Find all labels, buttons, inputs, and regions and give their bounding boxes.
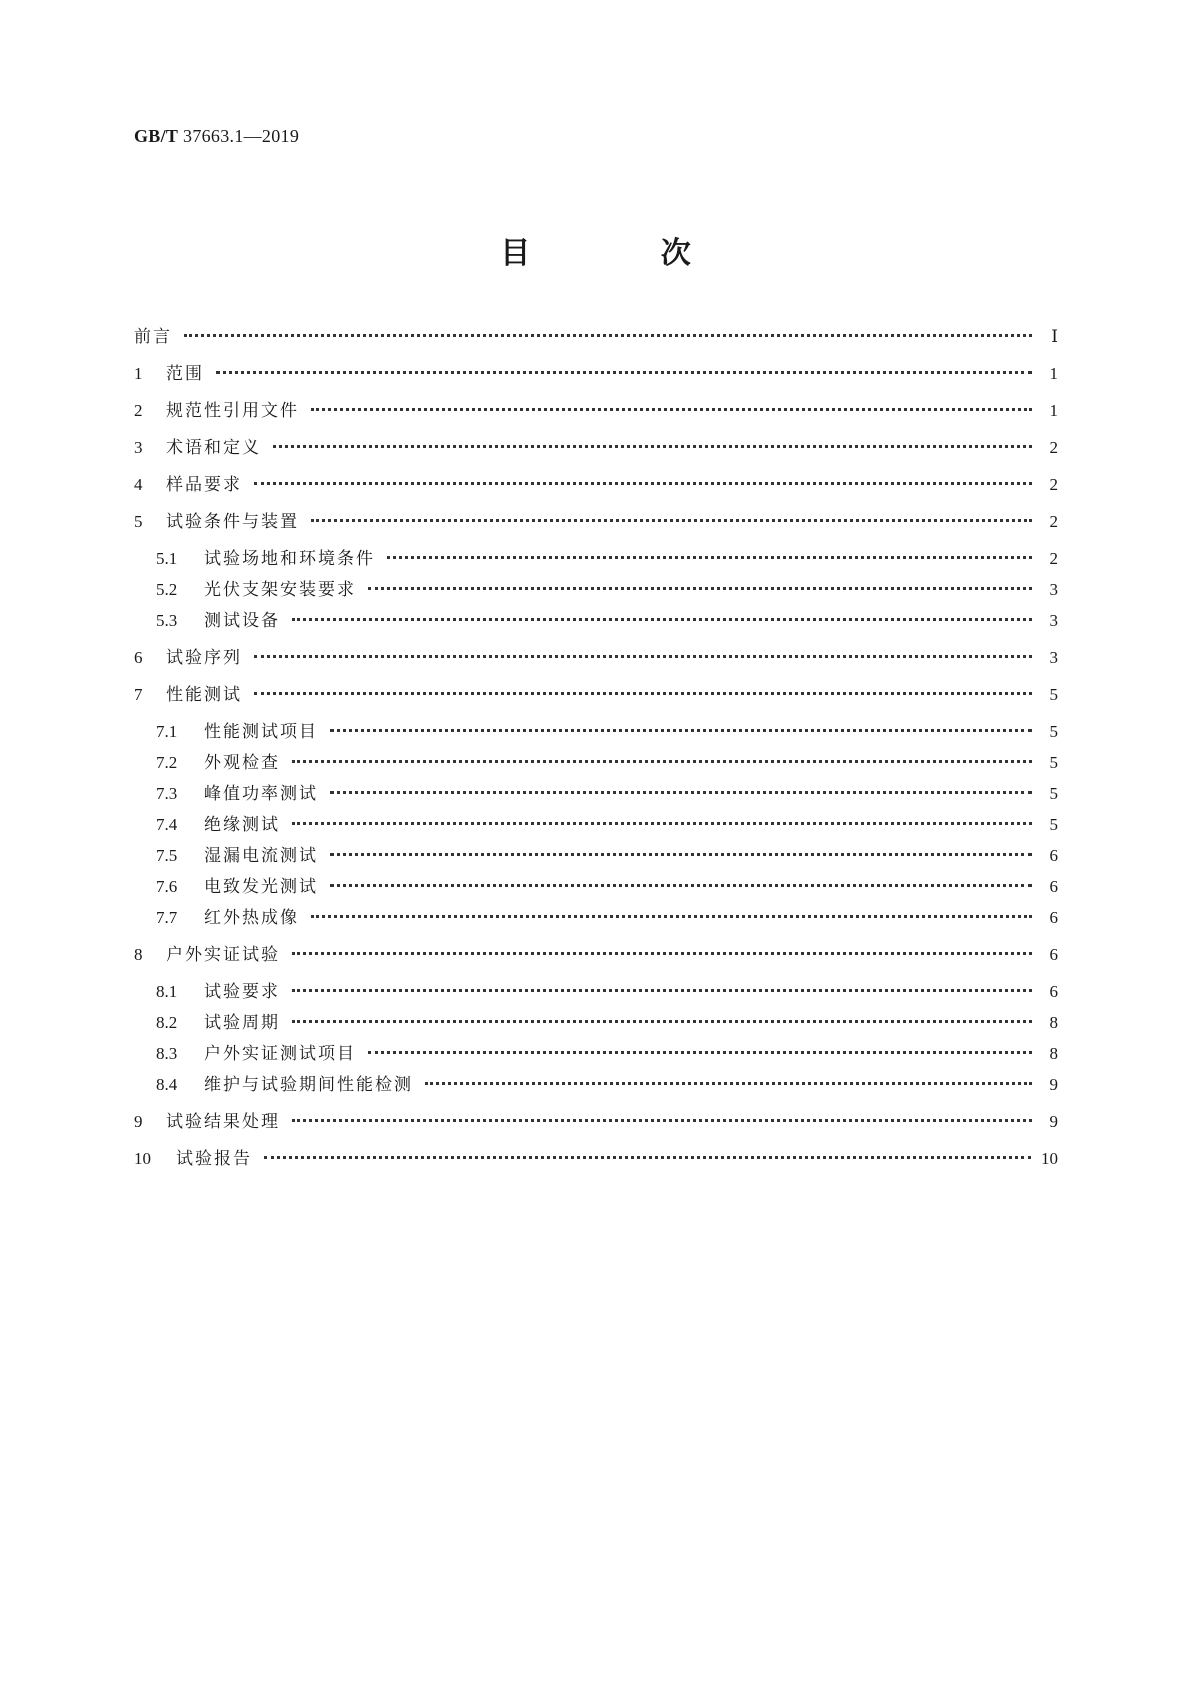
toc-entry-label: 试验周期 <box>204 1013 280 1033</box>
toc-entry-label: 术语和定义 <box>166 438 261 458</box>
toc-entry-number: 5.1 <box>156 549 178 568</box>
toc-entry-label: 试验报告 <box>176 1149 252 1169</box>
dot-leader <box>184 334 1032 337</box>
toc-entry-number: 7.6 <box>156 877 178 896</box>
dot-leader <box>425 1082 1032 1085</box>
dot-leader <box>330 884 1032 887</box>
toc-entry-number: 7.2 <box>156 753 178 772</box>
dot-leader <box>311 408 1032 411</box>
dot-leader <box>292 760 1032 763</box>
toc-entry-page: 5 <box>1049 722 1058 741</box>
toc-entry-page: 1 <box>1049 401 1058 420</box>
dot-leader <box>311 519 1032 522</box>
toc-entry-number: 8.3 <box>156 1044 178 1063</box>
toc-entry-label: 试验序列 <box>166 648 242 668</box>
toc-entry[interactable] <box>134 876 1058 898</box>
toc-entry-number: 4 <box>134 475 143 494</box>
toc-entry[interactable] <box>134 783 1058 805</box>
toc-entry-label: 性能测试项目 <box>204 722 318 742</box>
toc-entry-page: 9 <box>1049 1112 1058 1131</box>
toc-entry-page: 5 <box>1049 784 1058 803</box>
toc-entry-page: 6 <box>1049 846 1058 865</box>
toc-entry-number: 5.3 <box>156 611 178 630</box>
dot-leader <box>330 729 1032 732</box>
toc-entry-page: 3 <box>1049 580 1058 599</box>
toc-entry-page: 2 <box>1049 438 1058 457</box>
toc-entry-number: 6 <box>134 648 143 667</box>
toc-entry-label: 湿漏电流测试 <box>204 846 318 866</box>
toc-entry-label: 性能测试 <box>166 685 242 705</box>
toc-entry-number: 7.4 <box>156 815 178 834</box>
dot-leader <box>216 371 1032 374</box>
toc-entry-label: 峰值功率测试 <box>204 784 318 804</box>
toc-entry-label: 范围 <box>166 364 204 384</box>
toc-entry-label: 户外实证试验 <box>166 945 280 965</box>
toc-entry[interactable] <box>134 814 1058 836</box>
toc-entry-page: 6 <box>1049 945 1058 964</box>
toc-entry-label: 试验要求 <box>204 982 280 1002</box>
toc-entry-page: 8 <box>1049 1044 1058 1063</box>
toc-entry[interactable] <box>134 1012 1058 1034</box>
toc-entry-label: 红外热成像 <box>204 908 299 928</box>
toc-entry-number: 8.4 <box>156 1075 178 1094</box>
toc-entry[interactable] <box>134 400 1058 422</box>
toc-entry[interactable] <box>134 1148 1058 1170</box>
toc-entry-label: 样品要求 <box>166 475 242 495</box>
dot-leader <box>273 445 1032 448</box>
toc-entry-page: 2 <box>1049 512 1058 531</box>
toc-entry[interactable] <box>134 845 1058 867</box>
toc-entry-label: 绝缘测试 <box>204 815 280 835</box>
dot-leader <box>311 915 1032 918</box>
dot-leader <box>292 1119 1032 1122</box>
dot-leader <box>368 1051 1032 1054</box>
toc-entry-page: 2 <box>1049 475 1058 494</box>
toc-entry[interactable] <box>134 326 1058 348</box>
toc-entry-label: 前言 <box>134 327 172 347</box>
toc-entry-label: 电致发光测试 <box>204 877 318 897</box>
toc-entry-number: 7.7 <box>156 908 178 927</box>
toc-entry[interactable] <box>134 647 1058 669</box>
toc-entry-number: 7 <box>134 685 143 704</box>
toc-entry-number: 1 <box>134 364 143 383</box>
toc-entry-number: 5.2 <box>156 580 178 599</box>
toc-entry-label: 光伏支架安装要求 <box>204 580 356 600</box>
toc-entry[interactable] <box>134 1074 1058 1096</box>
dot-leader <box>330 791 1032 794</box>
dot-leader <box>292 1020 1032 1023</box>
toc-entry-page: 6 <box>1049 982 1058 1001</box>
toc-entry-page: 1 <box>1049 364 1058 383</box>
dot-leader <box>254 692 1032 695</box>
toc-entry-label: 维护与试验期间性能检测 <box>204 1075 413 1095</box>
toc-entry-label: 试验结果处理 <box>166 1112 280 1132</box>
toc-entry[interactable] <box>134 907 1058 929</box>
dot-leader <box>292 952 1032 955</box>
toc-entry[interactable] <box>134 721 1058 743</box>
toc-entry-number: 8 <box>134 945 143 964</box>
standard-code <box>134 126 299 147</box>
toc-entry-number: 8.1 <box>156 982 178 1001</box>
toc-entry-label: 试验场地和环境条件 <box>204 549 375 569</box>
toc-entry-page: 9 <box>1049 1075 1058 1094</box>
toc-entry-page: 10 <box>1041 1149 1058 1168</box>
toc-entry[interactable] <box>134 684 1058 706</box>
dot-leader <box>368 587 1032 590</box>
toc-entry-label: 试验条件与装置 <box>166 512 299 532</box>
standard-number: 37663.1—2019 <box>183 126 300 146</box>
dot-leader <box>264 1156 1031 1159</box>
toc-entry-number: 2 <box>134 401 143 420</box>
table-of-contents <box>134 326 1058 1185</box>
toc-entry-page: 5 <box>1049 753 1058 772</box>
toc-entry-page: 5 <box>1049 685 1058 704</box>
toc-entry-number: 7.1 <box>156 722 178 741</box>
toc-entry-page: Ⅰ <box>1051 327 1058 346</box>
toc-entry-page: 3 <box>1049 648 1058 667</box>
toc-entry[interactable] <box>134 363 1058 385</box>
dot-leader <box>254 655 1032 658</box>
toc-entry[interactable] <box>134 579 1058 601</box>
toc-entry-number: 9 <box>134 1112 143 1131</box>
toc-entry[interactable] <box>134 981 1058 1003</box>
page-title: 目 次 <box>500 236 751 271</box>
toc-entry[interactable] <box>134 548 1058 570</box>
toc-entry[interactable] <box>134 1043 1058 1065</box>
toc-entry-label: 外观检查 <box>204 753 280 773</box>
toc-entry-page: 5 <box>1049 815 1058 834</box>
dot-leader <box>254 482 1032 485</box>
toc-entry-number: 7.3 <box>156 784 178 803</box>
toc-entry[interactable] <box>134 474 1058 496</box>
toc-entry[interactable] <box>134 944 1058 966</box>
dot-leader <box>292 989 1032 992</box>
toc-entry[interactable] <box>134 511 1058 533</box>
dot-leader <box>330 853 1032 856</box>
dot-leader <box>387 556 1032 559</box>
toc-entry[interactable] <box>134 610 1058 632</box>
toc-entry-label: 户外实证测试项目 <box>204 1044 356 1064</box>
toc-entry-page: 8 <box>1049 1013 1058 1032</box>
toc-entry-number: 5 <box>134 512 143 531</box>
toc-entry-number: 8.2 <box>156 1013 178 1032</box>
toc-entry-page: 6 <box>1049 877 1058 896</box>
toc-entry-number: 3 <box>134 438 143 457</box>
toc-entry[interactable] <box>134 1111 1058 1133</box>
toc-entry[interactable] <box>134 752 1058 774</box>
toc-entry-number: 10 <box>134 1149 151 1168</box>
standard-prefix: GB/T <box>134 126 179 146</box>
toc-entry-label: 规范性引用文件 <box>166 401 299 421</box>
toc-entry-page: 6 <box>1049 908 1058 927</box>
toc-entry-page: 2 <box>1049 549 1058 568</box>
toc-entry-page: 3 <box>1049 611 1058 630</box>
toc-entry[interactable] <box>134 437 1058 459</box>
dot-leader <box>292 618 1032 621</box>
toc-entry-label: 测试设备 <box>204 611 280 631</box>
dot-leader <box>292 822 1032 825</box>
toc-entry-number: 7.5 <box>156 846 178 865</box>
